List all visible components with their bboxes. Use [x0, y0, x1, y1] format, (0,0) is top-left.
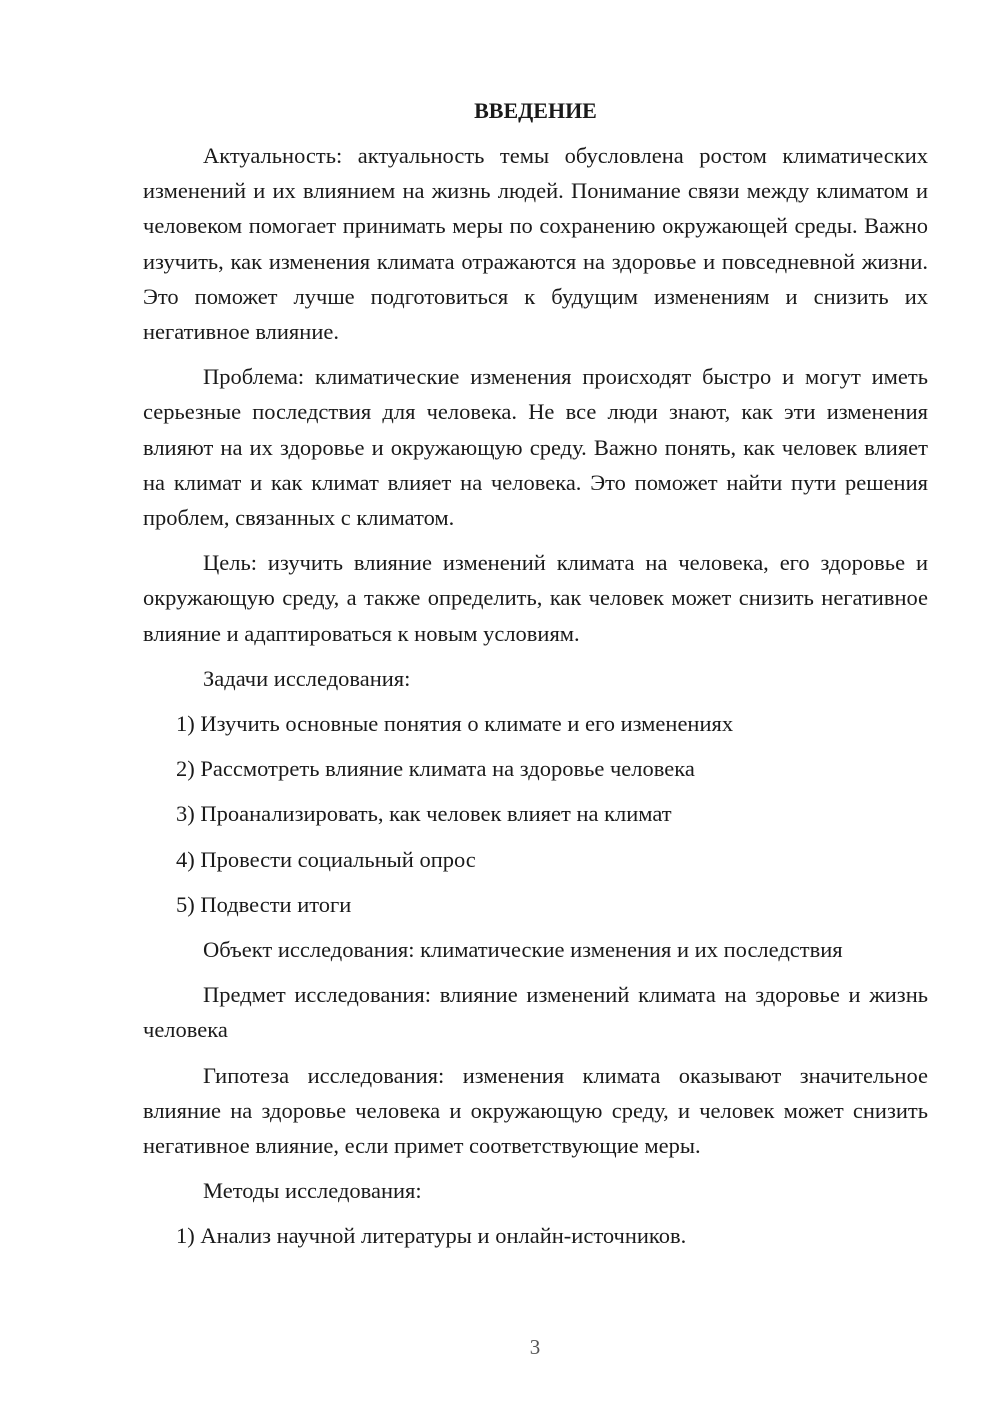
hypothesis-paragraph: Гипотеза исследования: изменения климата оказывают значительное влияние на здоровье человека и окружающую среду, и человек может снизить негативное влияние, если примет соответствующие меры. [143, 1062, 928, 1159]
page-title: ВВЕДЕНИЕ [474, 98, 597, 123]
subject-paragraph: Предмет исследования: влияние изменений климата на здоровье и жизнь человека [143, 982, 928, 1043]
tasks-list [143, 706, 928, 922]
object-paragraph: Объект исследования: климатические изменения и их последствия [203, 937, 843, 963]
methods-heading: Методы исследования: [203, 1178, 422, 1204]
document-body [143, 93, 928, 1264]
relevance-paragraph: Актуальность: актуальность темы обусловлена ростом климатических изменений и их влиянием на жизнь людей. Понимание связи между климатом и человеком помогает принимать меры по сохранению окружающей среды. Важно изучить, как изменения климата отражаются на здоровье и повседневной жизни. Это поможет лучше подготовиться к будущим изменениям и снизить их негативное влияние. [143, 143, 928, 345]
problem-paragraph: Проблема: климатические изменения происходят быстро и могут иметь серьезные последствия для человека. Не все люди знают, как эти изменения влияют на их здоровье и окружающую среду. Важно понять, как человек влияет на климат и как климат влияет на человека. Это поможет найти пути решения проблем, связанных с климатом. [143, 364, 928, 531]
goal-paragraph: Цель: изучить влияние изменений климата на человека, его здоровье и окружающую среду, а также определить, как человек может снизить негативное влияние и адаптироваться к новым условиям. [143, 550, 928, 646]
list-item: 1) Изучить основные понятия о климате и его изменениях [176, 711, 734, 737]
page-number: 3 [529, 1335, 541, 1359]
list-item: 1) Анализ научной литературы и онлайн-источников. [176, 1223, 687, 1249]
list-item: 3) Проанализировать, как человек влияет на климат [176, 801, 672, 827]
list-item: 4) Провести социальный опрос [176, 846, 476, 872]
methods-list [143, 1218, 928, 1253]
list-item: 5) Подвести итоги [176, 891, 352, 917]
list-item: 2) Рассмотреть влияние климата на здоровье человека [176, 756, 695, 782]
tasks-heading: Задачи исследования: [203, 665, 411, 691]
